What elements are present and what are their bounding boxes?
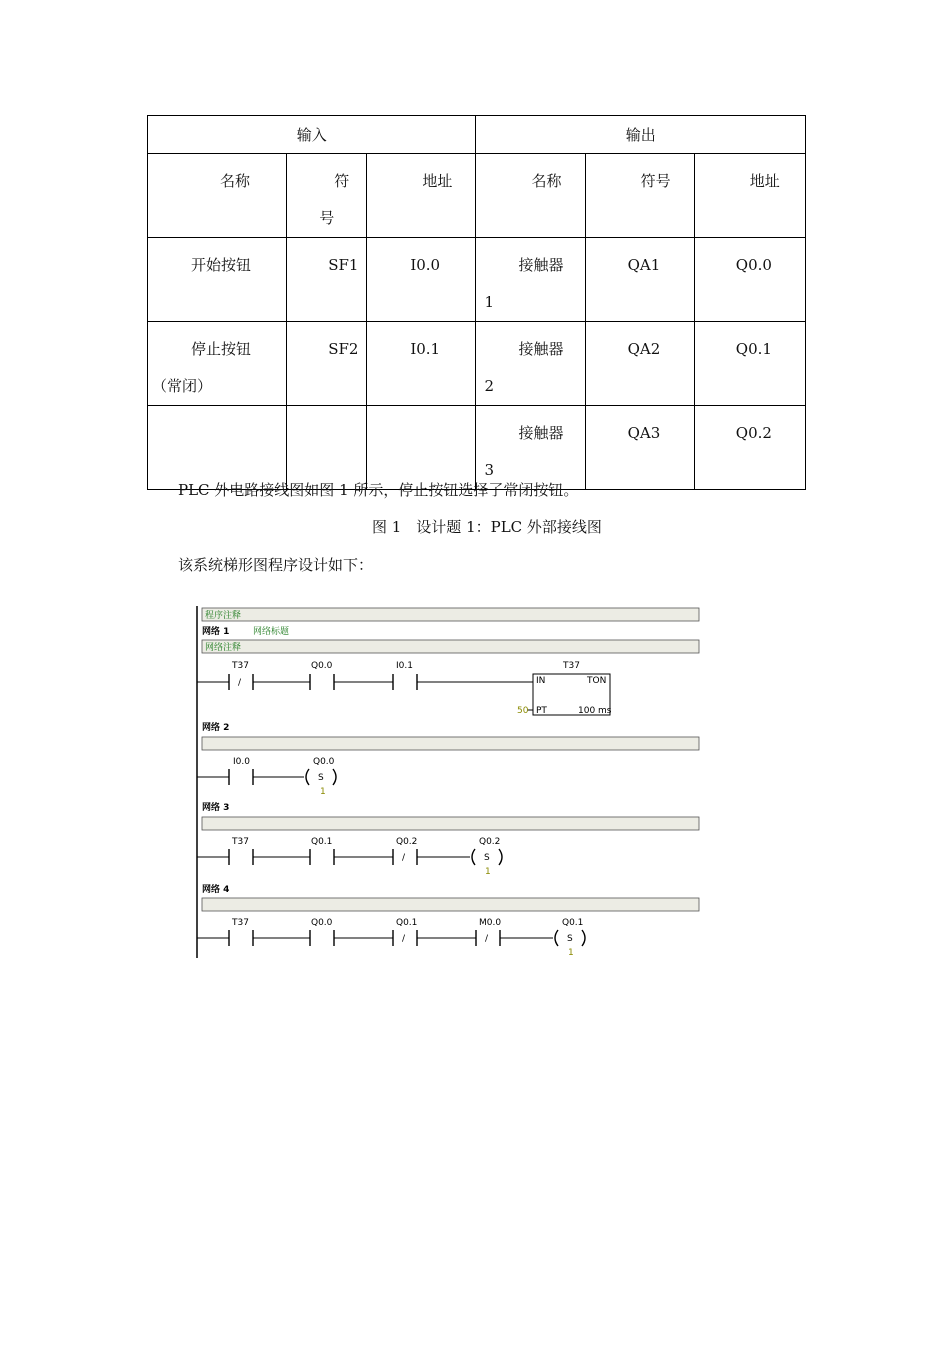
network-4-contact-4-label: M0.0: [479, 918, 502, 928]
table-row: [148, 406, 806, 490]
output-address: Q0.2: [735, 424, 772, 442]
output-symbol: QA2: [627, 340, 661, 358]
network-1-title: 网络标题: [253, 627, 290, 637]
network-1-comment-text: 网络注释: [205, 643, 242, 653]
input-symbol: [287, 406, 366, 415]
input-symbol: SF2: [328, 340, 359, 358]
output-name-number: 3: [484, 461, 495, 479]
ladder-diagram: [195, 604, 705, 960]
timer-type-label: TON: [587, 676, 607, 686]
col-header-out-symbol: 符号: [640, 172, 671, 190]
network-4-contact-2-label: Q0.0: [311, 918, 333, 928]
network-3-coil-count: 1: [485, 867, 491, 877]
timer-base-label: 100 ms: [578, 706, 612, 716]
input-header: 输入: [148, 116, 476, 154]
network-1-contact-1-label: T37: [232, 661, 249, 671]
input-name: [148, 406, 286, 415]
output-name-number: 1: [484, 293, 495, 311]
network-3-comment-bar: [202, 817, 699, 830]
timer-pt-label: PT: [536, 706, 547, 716]
network-3-coil-type: S: [484, 853, 490, 863]
network-4-contact-1-label: T37: [232, 918, 249, 928]
paragraph-ladder-intro: 该系统梯形图程序设计如下：: [178, 556, 374, 574]
col-header-symbol-part2: 号: [319, 209, 335, 227]
network-1-contact-2-label: Q0.0: [311, 661, 333, 671]
program-comment-bar: [202, 608, 699, 621]
network-1-rung: [197, 661, 612, 716]
network-2-coil-count: 1: [320, 787, 326, 797]
timer-label: T37: [563, 661, 580, 671]
input-name: 停止按钮: [191, 340, 252, 358]
network-4-coil-label: Q0.1: [562, 918, 584, 928]
network-2-coil-label: Q0.0: [313, 757, 335, 767]
network-4-coil-type: S: [567, 934, 573, 944]
input-name: 开始按钮: [191, 256, 252, 274]
output-name-number: 2: [484, 377, 495, 395]
network-3-contact-3-label: Q0.2: [396, 837, 418, 847]
col-header-address: 地址: [422, 172, 453, 190]
col-header-out-name: 名称: [531, 172, 562, 190]
network-1-label: 网络 1: [202, 627, 230, 637]
table-row: [148, 238, 806, 322]
nc-contact-mark: /: [238, 678, 242, 688]
output-name: 接触器: [518, 340, 564, 358]
output-name: 接触器: [518, 424, 564, 442]
network-2-contact-1-label: I0.0: [233, 757, 250, 767]
input-address: [367, 406, 475, 415]
network-2-comment-bar: [202, 737, 699, 750]
network-2-label: 网络 2: [202, 723, 230, 733]
output-symbol: QA1: [627, 256, 661, 274]
ladder-diagram-svg: [195, 604, 705, 960]
table-row: [148, 322, 806, 406]
network-3-contact-2-label: Q0.1: [311, 837, 333, 847]
col-header-out-address: 地址: [749, 172, 780, 190]
timer-in-label: IN: [536, 676, 546, 686]
network-3-coil-label: Q0.2: [479, 837, 501, 847]
network-1-comment-bar: [202, 640, 699, 653]
paragraph-wiring: PLC 外电路接线图如图 1 所示，停止按钮选择了常闭按钮。: [178, 481, 579, 499]
network-4-contact-3-label: Q0.1: [396, 918, 418, 928]
output-header: 输出: [476, 116, 806, 154]
figure-caption: 图 1 设计题 1：PLC 外部接线图: [372, 518, 602, 536]
network-3-rung: [197, 837, 502, 877]
network-3-label: 网络 3: [202, 803, 230, 813]
nc-contact-mark: /: [485, 934, 489, 944]
col-header-name: 名称: [220, 172, 251, 190]
io-assignment-table: [147, 115, 806, 490]
network-3-contact-1-label: T37: [232, 837, 249, 847]
col-header-symbol-part1: 符: [334, 172, 350, 190]
network-1-contact-3-label: I0.1: [396, 661, 413, 671]
output-name: 接触器: [518, 256, 564, 274]
network-4-comment-bar: [202, 898, 699, 911]
nc-contact-mark: /: [402, 934, 406, 944]
output-address: Q0.1: [735, 340, 772, 358]
network-2-rung: [197, 757, 336, 797]
program-comment-text: 程序注释: [205, 611, 242, 621]
network-4-coil-count: 1: [568, 948, 574, 958]
input-address: I0.0: [410, 256, 441, 274]
table-header-row: [148, 154, 806, 238]
network-4-rung: [197, 918, 585, 958]
input-name-note: （常闭）: [152, 377, 213, 395]
output-address: Q0.0: [735, 256, 772, 274]
network-4-label: 网络 4: [202, 885, 230, 895]
nc-contact-mark: /: [402, 853, 406, 863]
timer-preset-value: 50: [517, 706, 529, 716]
output-symbol: QA3: [627, 424, 661, 442]
network-2-coil-type: S: [318, 773, 324, 783]
input-symbol: SF1: [328, 256, 359, 274]
input-address: I0.1: [410, 340, 441, 358]
